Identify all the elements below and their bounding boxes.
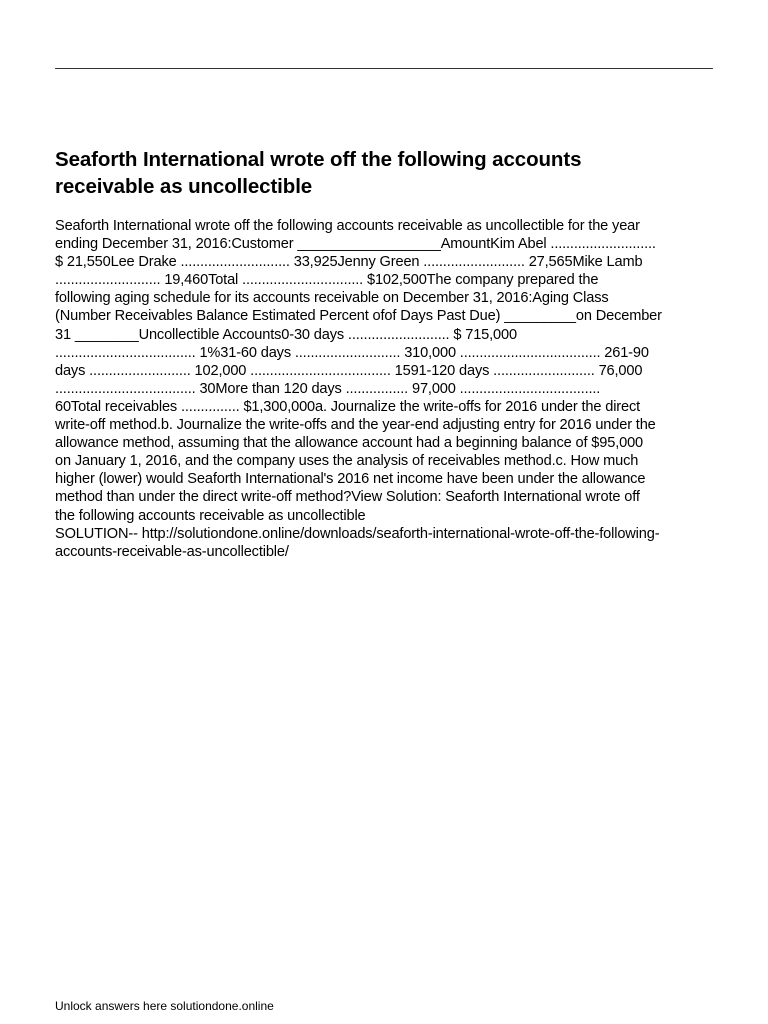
header-divider [55,68,713,69]
body-line: 31 ________Uncollectible Accounts0-30 days .......................... $ 715,000 [55,326,517,343]
body-line: (Number Receivables Balance Estimated Percent ofof Days Past Due) _________on December [55,308,662,325]
body-line: the following accounts receivable as uncollectible [55,507,366,524]
solution-link-line[interactable]: SOLUTION-- http://solutiondone.online/downloads/seaforth-international-wrote-off-the-following- [55,525,660,542]
body-line: ending December 31, 2016:Customer __________________AmountKim Abel ........................... [55,236,656,253]
solution-link-line[interactable]: accounts-receivable-as-uncollectible/ [55,543,289,560]
document-title [55,146,715,200]
body-line: 60Total receivables ............... $1,300,000a. Journalize the write-offs for 2016 under the direct [55,398,641,415]
body-line: .................................... 1%31-60 days ........................... 310,000 .................................... 261-90 [55,344,649,361]
body-line: .................................... 30More than 120 days ................ 97,000 .................................... [55,380,601,397]
document-body [55,217,717,561]
body-line: method than under the direct write-off method?View Solution: Seaforth International wrote off [55,489,640,506]
body-line: higher (lower) would Seaforth International's 2016 net income have been under the allowance [55,471,646,488]
footer-text: Unlock answers here solutiondone.online [55,999,274,1013]
body-line: Seaforth International wrote off the following accounts receivable as uncollectible for the year [55,218,640,234]
body-line: on January 1, 2016, and the company uses the analysis of receivables method.c. How much [55,453,639,470]
title-line: receivable as uncollectible [55,175,313,198]
body-line: allowance method, assuming that the allowance account had a beginning balance of $95,000 [55,435,644,452]
body-line: $ 21,550Lee Drake ............................ 33,925Jenny Green .......................... 27,565Mike Lamb [55,254,643,271]
body-line: days .......................... 102,000 .................................... 1591-120 days .......................... 76,000 [55,362,643,379]
body-line: following aging schedule for its accounts receivable on December 31, 2016:Aging Class [55,290,609,307]
title-line: Seaforth International wrote off the following accounts [55,148,582,171]
body-line: ........................... 19,460Total ............................... $102,500The company prepared the [55,272,599,289]
body-line: write-off method.b. Journalize the write-offs and the year-end adjusting entry for 2016 under the [55,417,656,434]
